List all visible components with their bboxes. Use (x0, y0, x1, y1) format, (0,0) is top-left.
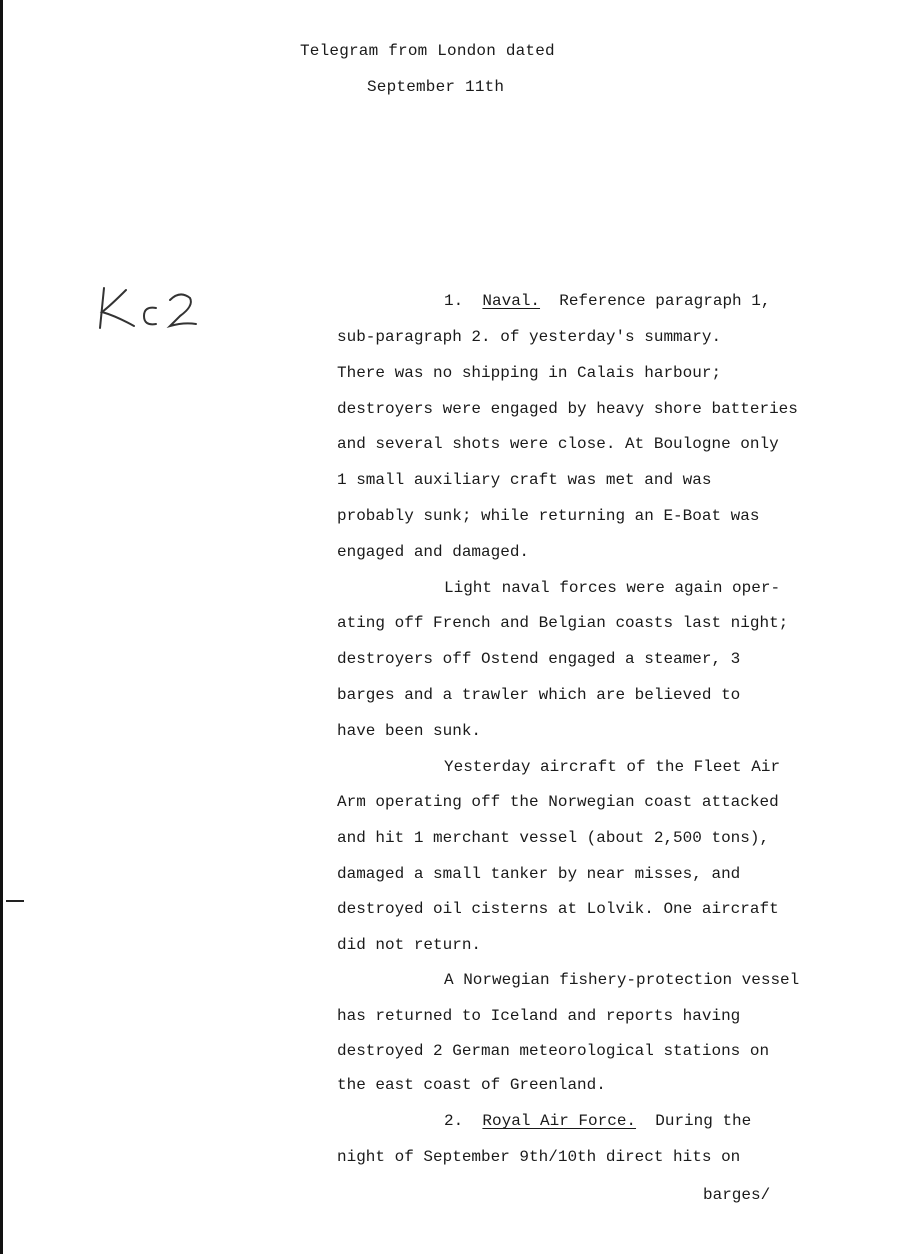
body-line: engaged and damaged. (337, 543, 530, 561)
body-line: destroyers were engaged by heavy shore batteries (337, 400, 798, 418)
body-line: barges and a trawler which are believed to (337, 686, 741, 704)
telegram-date: September 11th (367, 78, 505, 96)
paragraph-1-number: 1. (444, 292, 464, 310)
page-left-edge (0, 0, 3, 1254)
body-line: Light naval forces were again oper- (444, 579, 781, 597)
handwritten-margin-note (96, 282, 200, 332)
body-line: Yesterday aircraft of the Fleet Air (444, 758, 781, 776)
paragraph-1-first-line (444, 291, 770, 311)
body-line: have been sunk. (337, 722, 482, 740)
body-line: night of September 9th/10th direct hits on (337, 1148, 741, 1166)
body-line: probably sunk; while returning an E-Boat was (337, 507, 760, 525)
paragraph-2-title: Royal Air Force. (482, 1112, 637, 1130)
paragraph-1-title: Naval. (482, 292, 541, 310)
paragraph-2-number: 2. (444, 1112, 464, 1130)
catchword: barges/ (703, 1186, 771, 1204)
body-line: A Norwegian fishery-protection vessel (444, 971, 800, 989)
body-line: Arm operating off the Norwegian coast attacked (337, 793, 779, 811)
body-line: 1 small auxiliary craft was met and was (337, 471, 712, 489)
body-line: ating off French and Belgian coasts last night; (337, 614, 789, 632)
body-line: did not return. (337, 936, 482, 954)
paragraph-1-text: Reference paragraph 1, (559, 292, 771, 310)
body-line: destroyed oil cisterns at Lolvik. One aircraft (337, 900, 779, 918)
paragraph-2-first-line (444, 1111, 751, 1131)
body-line: sub-paragraph 2. of yesterday's summary. (337, 328, 722, 346)
body-line: the east coast of Greenland. (337, 1076, 606, 1094)
body-line: and hit 1 merchant vessel (about 2,500 tons), (337, 829, 770, 847)
body-line: destroyers off Ostend engaged a steamer, 3 (337, 650, 741, 668)
telegram-heading: Telegram from London dated (300, 42, 555, 60)
body-line: damaged a small tanker by near misses, and (337, 865, 741, 883)
body-line: has returned to Iceland and reports having (337, 1007, 741, 1025)
margin-dash (6, 900, 24, 902)
body-line: destroyed 2 German meteorological stations on (337, 1042, 770, 1060)
body-line: There was no shipping in Calais harbour; (337, 364, 722, 382)
body-line: and several shots were close. At Boulogne only (337, 435, 779, 453)
paragraph-2-text: During the (655, 1112, 752, 1130)
